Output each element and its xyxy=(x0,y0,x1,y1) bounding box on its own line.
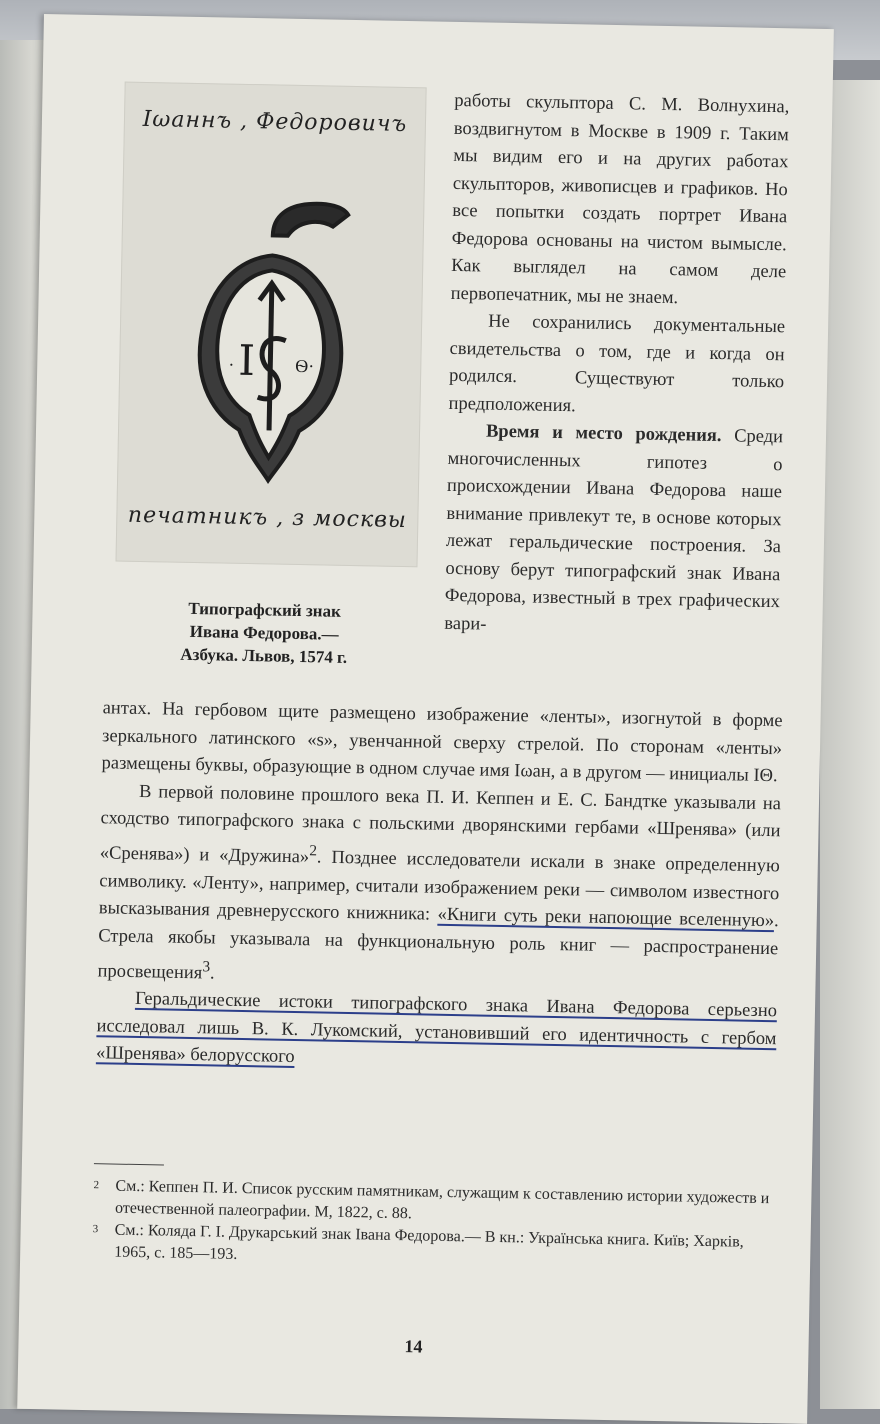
caption-line-1: Типографский знак xyxy=(188,598,342,621)
column-paragraph-1: работы скульптора С. М. Волнухина, воздвигнутом в Москве в 1909 г. Таким мы видим его и на других работах скульпторов, живописцев и графиков. Но все попытки создать портрет Ивана Федорова основаны на чистом вымысле. Как выглядел на самом деле первопечатник, мы не знаем. xyxy=(450,90,790,308)
footnote-number: 2 xyxy=(93,1179,100,1192)
figure-top-inscription: Іωаннъ , Федоровичъ xyxy=(142,106,408,137)
caption-line-3: Азбука. Львов, 1574 г. xyxy=(180,644,348,667)
right-column-text xyxy=(444,88,789,644)
full-paragraph-3 xyxy=(96,985,777,1081)
p2-part-c: . Стрела якобы указывала на функциональную роль книг — распространение просвещения xyxy=(97,911,779,983)
footnote-text: См.: Коляда Г. І. Друкарський знак Івана Федорова.— В кн.: Українська книга. Київ; Харків, 1965, с. 185—193. xyxy=(114,1221,744,1263)
underlined-sentence: Геральдические истоки типографского знака Ивана Федорова серьезно исследовал лишь В. К. Лукомский, установивший его идентичность с гербом «Шренява» белорусского xyxy=(95,989,778,1068)
printer-mark-emblem xyxy=(117,83,426,567)
printer-mark-figure xyxy=(116,82,427,568)
column-paragraph-3 xyxy=(444,418,783,644)
full-paragraph-2: В первой половине прошлого века П. И. Кеппен и Е. С. Бандтке указывали на сходство типографского знака с польскими дворянскими гербами «Шренява» (или «Сренява») и «Дружина»$^2$. Позднее исследователи искали в знаке определенную символику. «Ленту», например, считали изображением реки — символом известного высказывания древнерусского книжника: «Книги суть реки напоющие вселенную». Стрела якобы указывала на функциональную роль книг — распространение просвещения$^3$. xyxy=(97,781,782,984)
svg-text:Ѳ·: Ѳ· xyxy=(295,355,315,377)
svg-text:·: · xyxy=(228,354,235,375)
full-paragraph-1: антах. На гербовом щите размещено изображение «ленты», изогнутой в форме зеркального латинского «s», увенчанной сверху стрелой. По сторонам «ленты» размещены буквы, образующие в одном случае имя Іωан, а в другом — инициалы ІΘ. xyxy=(101,698,783,787)
svg-text:I: I xyxy=(237,335,256,386)
page-number: 14 xyxy=(404,1336,423,1357)
book-page xyxy=(17,14,834,1424)
footnote-ref-3: 3 xyxy=(202,957,211,975)
column-paragraph-2: Не сохранились документальные свидетельства о том, где и когда он родился. Существуют только предположения. xyxy=(448,311,786,416)
footnote-rule xyxy=(94,1163,164,1165)
footnote-number: 3 xyxy=(92,1223,99,1236)
figure-bottom-inscription: печатникъ , з москвы xyxy=(127,502,408,534)
p2-part-a: В первой половине прошлого века П. И. Кеппен и Е. С. Бандтке указывали на сходство типографского знака с польскими дворянскими гербами «Шренява» (или «Сренява») и «Дружина» xyxy=(99,781,782,868)
footnote-text: См.: Кеппен П. И. Список русским памятникам, служащим к составлению истории художеств и отечественной палеографии. М, 1822, с. 88. xyxy=(114,1177,770,1223)
footnotes xyxy=(92,1175,774,1276)
p2-part-b: . Позднее исследователи искали в знаке определенную символику. «Ленту», например, считали изображением реки — символом известного высказывания древнерусского книжника: xyxy=(98,847,780,925)
section-heading: Время и место рождения. xyxy=(485,421,722,447)
figure-caption xyxy=(114,595,415,670)
column-paragraph-3-body: Среди многочисленных гипотез о происхождении Ивана Федорова наше внимание привлекут те, в основе которых лежат геральдические построения. За основу берут типографский знак Ивана Федорова, известный в трех графических вари- xyxy=(444,426,784,635)
footnote-ref-2: 2 xyxy=(309,842,318,860)
full-width-text xyxy=(96,695,783,1081)
caption-line-2: Ивана Федорова.— xyxy=(189,621,339,644)
underlined-quote: «Книги суть реки напоющие вселенную» xyxy=(437,905,775,932)
